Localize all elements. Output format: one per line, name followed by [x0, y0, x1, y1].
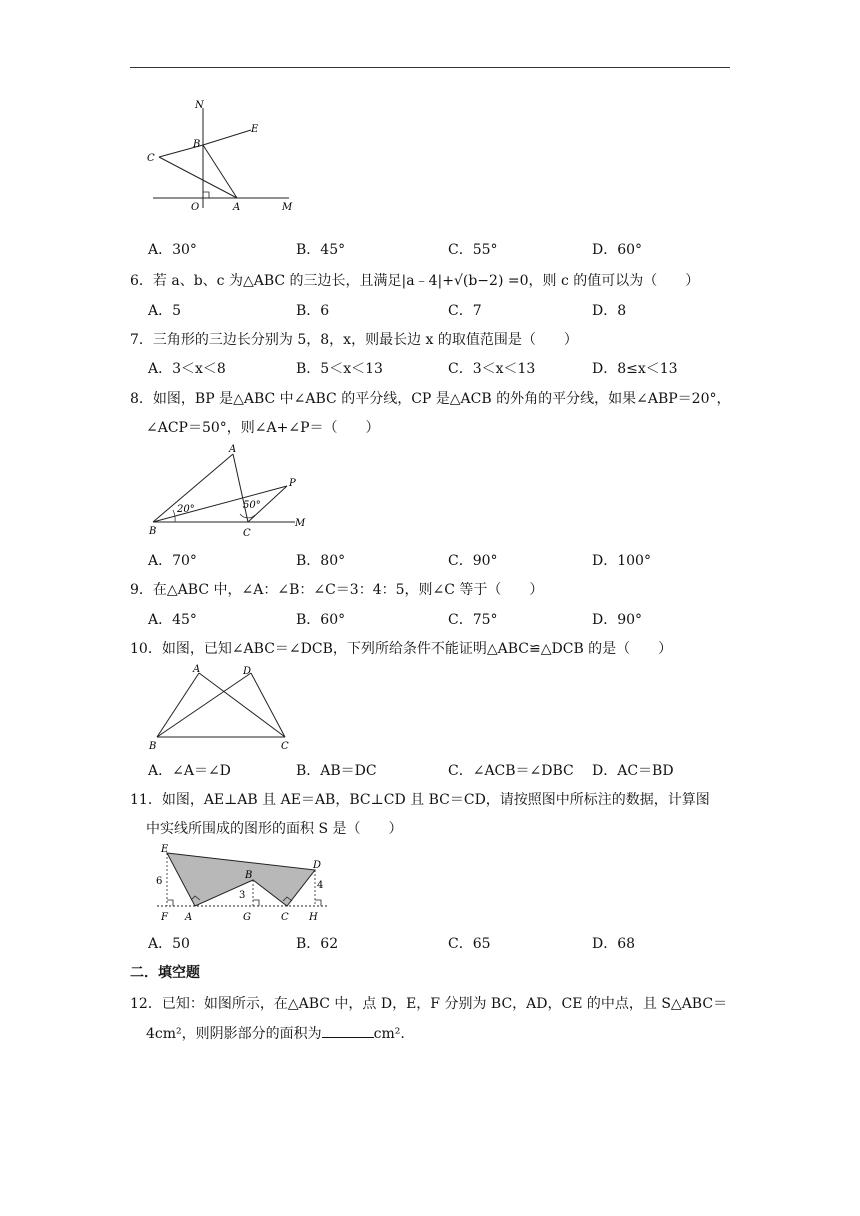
q11-label-B: B: [245, 870, 253, 881]
q9-option-a: A．45°: [148, 612, 197, 628]
q5-label-C: C: [147, 153, 155, 164]
q11-label-E: E: [161, 844, 169, 855]
q10-label-D: D: [243, 666, 252, 677]
q10-label-B: B: [149, 741, 157, 751]
q6-option-a: A．5: [148, 303, 182, 319]
q11-option-b: B．62: [296, 936, 339, 952]
q6-option-c: C．7: [448, 303, 482, 319]
q8-angle-20: 20°: [177, 504, 195, 515]
q11-stem-line2: 中实线所围成的图形的面积 S 是（ ）: [146, 821, 403, 837]
q7-option-c: C．3＜x＜13: [448, 361, 536, 377]
q7-options: [148, 358, 748, 378]
q10-label-A: A: [193, 664, 201, 675]
q8-option-a: A．70°: [148, 553, 197, 569]
q9-options: [148, 609, 748, 629]
q11-num-4: 4: [317, 880, 324, 891]
q8-stem-line2: ∠ACP＝50°，则∠A+∠P＝（ ）: [146, 420, 380, 436]
q10-option-d: D．AC＝BD: [592, 763, 674, 779]
q12-line2-post: cm².: [373, 1026, 405, 1042]
q8-stem-line1: 8．如图，BP 是△ABC 中∠ABC 的平分线，CP 是△ACB 的外角的平分线，如果∠ABP＝20°，: [130, 391, 731, 407]
q10-options: [148, 760, 748, 780]
q11-figure: [145, 840, 335, 926]
q10-option-b: B．AB＝DC: [296, 763, 377, 779]
q5-label-A: A: [233, 202, 241, 213]
q5-figure: [145, 98, 305, 218]
q10-stem: 10．如图，已知∠ABC＝∠DCB，下列所给条件不能证明△ABC≌△DCB 的是（ ）: [130, 641, 673, 657]
q12-line2-pre: 4cm²，则阴影部分的面积为: [146, 1026, 322, 1042]
q5-option-a: A．30°: [148, 242, 197, 258]
q12-stem-line1: 12．已知：如图所示，在△ABC 中，点 D，E，F 分别为 BC，AD，CE 的中点，且 S△ABC＝: [130, 996, 728, 1012]
q8-label-C: C: [243, 528, 251, 539]
q10-figure: [145, 661, 305, 751]
q6-option-d: D．8: [592, 303, 627, 319]
q5-label-M: M: [282, 202, 293, 213]
q8-label-M: M: [295, 518, 306, 529]
q7-option-b: B．5＜x＜13: [296, 361, 383, 377]
q11-label-A: A: [185, 912, 193, 923]
q8-figure: [145, 440, 315, 543]
q8-label-P: P: [289, 478, 296, 489]
q11-option-d: D．68: [592, 936, 636, 952]
q8-option-d: D．100°: [592, 553, 651, 569]
q10-option-c: C．∠ACB＝∠DBC: [448, 763, 574, 779]
q11-label-H: H: [309, 912, 318, 923]
q5-label-N: N: [195, 100, 204, 111]
q9-stem: 9．在△ABC 中，∠A：∠B：∠C＝3：4：5，则∠C 等于（ ）: [130, 582, 544, 598]
q5-label-B: B: [193, 139, 201, 150]
header-rule: [130, 67, 730, 68]
q11-options: [148, 933, 748, 953]
q12-stem-line2: [146, 1023, 405, 1043]
q5-label-O: O: [191, 202, 200, 213]
q11-label-C: C: [281, 912, 289, 923]
q11-label-D: D: [313, 860, 322, 871]
q7-option-a: A．3＜x＜8: [148, 361, 226, 377]
q5-options: [148, 239, 748, 259]
q7-option-d: D．8≤x＜13: [592, 361, 678, 377]
section-title-fill-blank: 二．填空题: [130, 965, 200, 981]
q11-label-F: F: [161, 912, 168, 923]
q11-label-G: G: [243, 912, 251, 923]
q6-options: [148, 300, 748, 320]
q7-stem: 7．三角形的三边长分别为 5，8，x，则最长边 x 的取值范围是（ ）: [130, 332, 578, 348]
q8-option-b: B．80°: [296, 553, 346, 569]
q11-num-6: 6: [156, 876, 163, 887]
q5-label-E: E: [251, 124, 259, 135]
q5-option-c: C．55°: [448, 242, 498, 258]
q8-option-c: C．90°: [448, 553, 498, 569]
q5-option-b: B．45°: [296, 242, 346, 258]
q8-angle-50: 50°: [243, 500, 261, 511]
q9-option-d: D．90°: [592, 612, 643, 628]
q10-label-C: C: [281, 741, 289, 751]
q10-option-a: A．∠A＝∠D: [148, 763, 231, 779]
q6-stem: 6．若 a、b、c 为△ABC 的三边长，且满足|a﹣4|+√(b−2) =0，则 c 的值可以为（ ）: [130, 273, 700, 289]
q8-label-B: B: [149, 526, 157, 537]
q9-option-b: B．60°: [296, 612, 346, 628]
q9-option-c: C．75°: [448, 612, 498, 628]
q5-option-d: D．60°: [592, 242, 643, 258]
q11-stem-line1: 11．如图，AE⊥AB 且 AE＝AB，BC⊥CD 且 BC＝CD，请按照图中所标注的数据，计算图: [130, 792, 710, 808]
q11-num-3: 3: [239, 890, 246, 901]
q6-option-b: B．6: [296, 303, 330, 319]
q8-options: [148, 550, 748, 570]
q11-option-c: C．65: [448, 936, 491, 952]
q11-option-a: A．50: [148, 936, 190, 952]
q12-answer-blank[interactable]: [322, 1025, 374, 1038]
q8-label-A: A: [229, 444, 237, 455]
